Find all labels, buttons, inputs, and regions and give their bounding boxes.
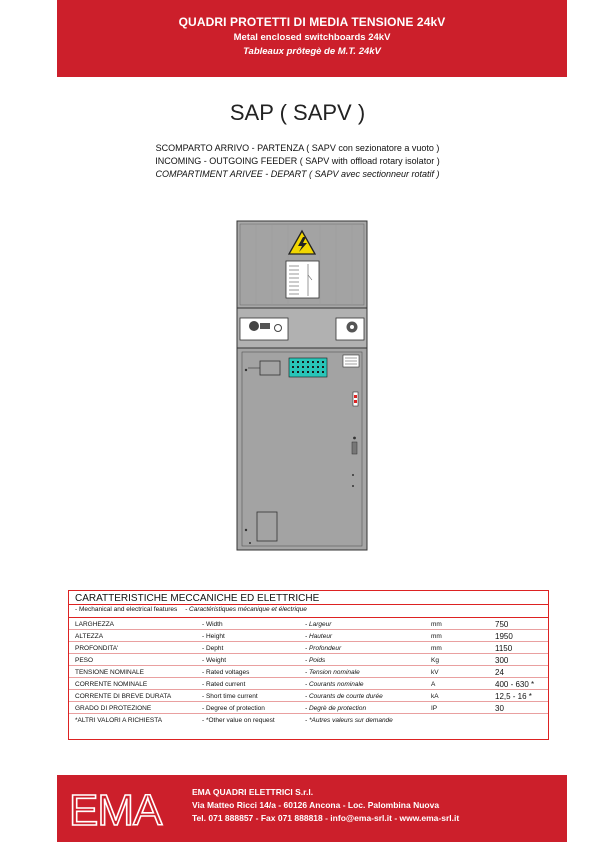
specifications-table <box>68 590 549 740</box>
specs-features-fr: - Caractéristiques mécanique et électrique <box>185 606 307 613</box>
spec-name-fr: - Courants nominale <box>305 681 364 688</box>
product-title: SAP ( SAPV ) <box>229 100 366 125</box>
spec-value: 1150 <box>495 644 513 653</box>
spec-name-it: ALTEZZA <box>75 633 104 640</box>
spec-name-en: - Rated current <box>202 681 246 688</box>
spec-value: 400 - 630 * <box>495 680 535 689</box>
spec-name-it: PESO <box>75 657 94 664</box>
row-divider <box>69 653 548 654</box>
spec-name-en: - Rated voltages <box>202 669 250 676</box>
spec-name-it: PROFONDITA' <box>75 645 119 652</box>
spec-name-fr: - *Autres valeurs sur demande <box>305 717 393 724</box>
product-desc-it: SCOMPARTO ARRIVO - PARTENZA ( SAPV con sezionatore a vuoto ) <box>155 143 440 153</box>
spec-name-en: - Depht <box>202 645 224 652</box>
spec-name-fr: - Courants de courte durée <box>305 693 383 700</box>
spec-name-en: - Width <box>202 621 223 628</box>
table-row <box>69 679 548 690</box>
table-row <box>69 703 548 714</box>
specs-heading: CARATTERISTICHE MECCANICHE ED ELETTRICHE <box>75 593 320 604</box>
switchboard-illustration <box>236 220 368 557</box>
spec-unit: kV <box>431 669 439 676</box>
spec-name-fr: - Poids <box>305 657 326 664</box>
spec-value: 750 <box>495 620 509 629</box>
logo-text: EMA <box>69 786 162 831</box>
table-row <box>69 631 548 642</box>
row-divider <box>69 701 548 702</box>
header-title-en: Metal enclosed switchboards 24kV <box>233 32 391 43</box>
spec-name-it: *ALTRI VALORI A RICHIESTA <box>75 717 163 724</box>
spec-unit: A <box>431 681 436 688</box>
spec-name-fr: - Largeur <box>305 621 332 628</box>
spec-name-en: - Weight <box>202 657 227 664</box>
spec-name-it: GRADO DI PROTEZIONE <box>75 705 152 712</box>
spec-name-fr: - Hauteur <box>305 633 333 640</box>
spec-value: 24 <box>495 668 504 677</box>
table-row <box>69 619 548 630</box>
spec-value: 300 <box>495 656 509 665</box>
table-row <box>69 643 548 654</box>
row-divider <box>69 641 548 642</box>
specs-features-line <box>75 606 307 613</box>
table-row <box>69 691 548 702</box>
specs-divider <box>69 604 548 605</box>
spec-name-en: - Height <box>202 633 225 640</box>
spec-name-it: TENSIONE NOMINALE <box>75 669 144 676</box>
row-divider <box>69 665 548 666</box>
footer-banner <box>57 775 567 842</box>
spec-value: 30 <box>495 704 504 713</box>
header-title-fr: Tableaux prôtegè de M.T. 24kV <box>243 46 381 57</box>
spec-unit: mm <box>431 645 442 652</box>
spec-name-it: LARGHEZZA <box>75 621 115 628</box>
spec-name-en: - *Other value on request <box>202 717 275 724</box>
row-divider <box>69 677 548 678</box>
spec-name-it: CORRENTE DI BREVE DURATA <box>75 693 172 700</box>
table-row <box>69 655 548 666</box>
header-title-it: QUADRI PROTETTI DI MEDIA TENSIONE 24kV <box>178 15 446 29</box>
specs-features-en: - Mechanical and electrical features <box>75 606 178 613</box>
spec-name-fr: - Degrè de protection <box>305 705 367 712</box>
spec-name-fr: - Profondeur <box>305 645 342 652</box>
spec-value: 12,5 - 16 * <box>495 692 532 701</box>
spec-name-en: - Short time current <box>202 693 258 700</box>
spec-name-it: CORRENTE NOMINALE <box>75 681 148 688</box>
table-row <box>69 715 548 726</box>
spec-unit: Kg <box>431 657 439 664</box>
spec-value: 1950 <box>495 632 513 641</box>
spec-name-en: - Degree of protection <box>202 705 265 712</box>
row-divider <box>69 689 548 690</box>
ema-logo <box>69 785 177 836</box>
product-desc-fr: COMPARTIMENT ARIVEE - DEPART ( SAPV avec sectionneur rotatif ) <box>155 169 440 179</box>
spec-unit: IP <box>431 705 438 712</box>
row-divider <box>69 713 548 714</box>
company-name: EMA QUADRI ELETTRICI S.r.l. <box>192 787 314 797</box>
specs-divider <box>69 617 548 618</box>
product-desc-en: INCOMING - OUTGOING FEEDER ( SAPV with offload rotary isolator ) <box>155 156 440 166</box>
table-row <box>69 667 548 678</box>
company-contact: Tel. 071 888857 - Fax 071 888818 - info@ema-srl.it - www.ema-srl.it <box>192 813 460 823</box>
company-address: Via Matteo Ricci 14/a - 60126 Ancona - Loc. Palombina Nuova <box>192 800 440 810</box>
spec-unit: mm <box>431 633 442 640</box>
spec-unit: kA <box>431 693 439 700</box>
header-banner <box>57 0 567 77</box>
spec-name-fr: - Tension nominale <box>305 669 360 676</box>
spec-unit: mm <box>431 621 442 628</box>
row-divider <box>69 629 548 630</box>
